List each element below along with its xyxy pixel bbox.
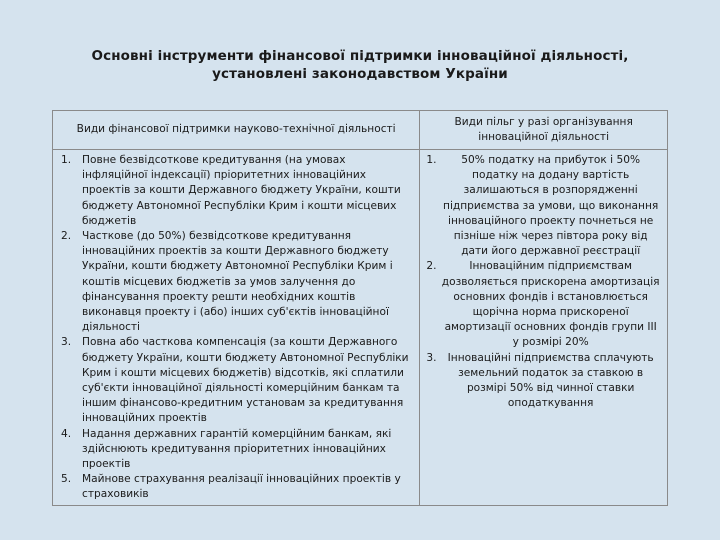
support-types-cell xyxy=(53,150,420,506)
privileges-cell xyxy=(420,150,668,506)
support-types-list xyxy=(61,153,413,503)
title-line-1: Основні інструменти фінансової підтримки інноваційної діяльності, xyxy=(91,48,629,64)
table-row xyxy=(53,150,668,506)
list-item: 3. Інноваційні підприємства сплачують земельний податок за ставкою в розмірі 50% від чинної ставки оподаткування xyxy=(426,351,654,410)
list-item: 5. Майнове страхування реалізації інноваційних проектів у страховиків xyxy=(61,473,401,501)
table-header-row xyxy=(53,111,668,150)
list-item: 4. Надання державних гарантій комерційним банкам, які здійснюють кредитування пріоритетних інноваційних проектів xyxy=(61,427,392,471)
list-item: 2. Часткове (до 50%) безвідсоткове кредитування інноваційних проектів за кошти Державного бюджету України, кошти бюджету Автономної Республіки Крим і коштів місцевих бюджетів за умов залучення до фінансування проекту решти необхідних коштів виконавця проекту і (або) інших суб'єктів інноваційної діяльності xyxy=(61,230,393,334)
privileges-list xyxy=(426,153,661,411)
list-item: 3. Повна або часткова компенсація (за кошти Державного бюджету України, кошти бюджету Автономної Республіки Крим і кошти місцевих бюджетів) відсотків, які сплатили суб'єкти інноваційної діяльності комерційним банкам та іншим фінансово-кредитним установам за кредитування інноваційних проектів xyxy=(61,336,409,425)
header-privileges: Види пільг у разі організування інноваційної діяльності xyxy=(420,111,668,150)
title-line-2: установлені законодавством України xyxy=(212,66,508,82)
page-title xyxy=(60,47,660,83)
list-item: 2. Інноваційним підприємствам дозволяється прискорена амортизація основних фондів і встановлюється щорічна норма прискореної амортизації основних фондів групи III у розмірі 20% xyxy=(426,260,660,349)
instruments-table xyxy=(52,110,668,506)
list-item: 1. 50% податку на прибуток і 50% податку на додану вартість залишаються в розпорядженні підприємства за умови, що виконання інноваційного проекту почнеться не пізніше ніж через півтора року від дати його державної реєстрації xyxy=(426,154,659,258)
header-support-types: Види фінансової підтримки науково-технічної діяльності xyxy=(53,111,420,150)
list-item: 1. Повне безвідсоткове кредитування (на умовах інфляційної індексації) пріоритетних інноваційних проектів за кошти Державного бюджету України, кошти бюджету Автономної Республіки Крим і кошти місцевих бюджетів xyxy=(61,154,401,227)
